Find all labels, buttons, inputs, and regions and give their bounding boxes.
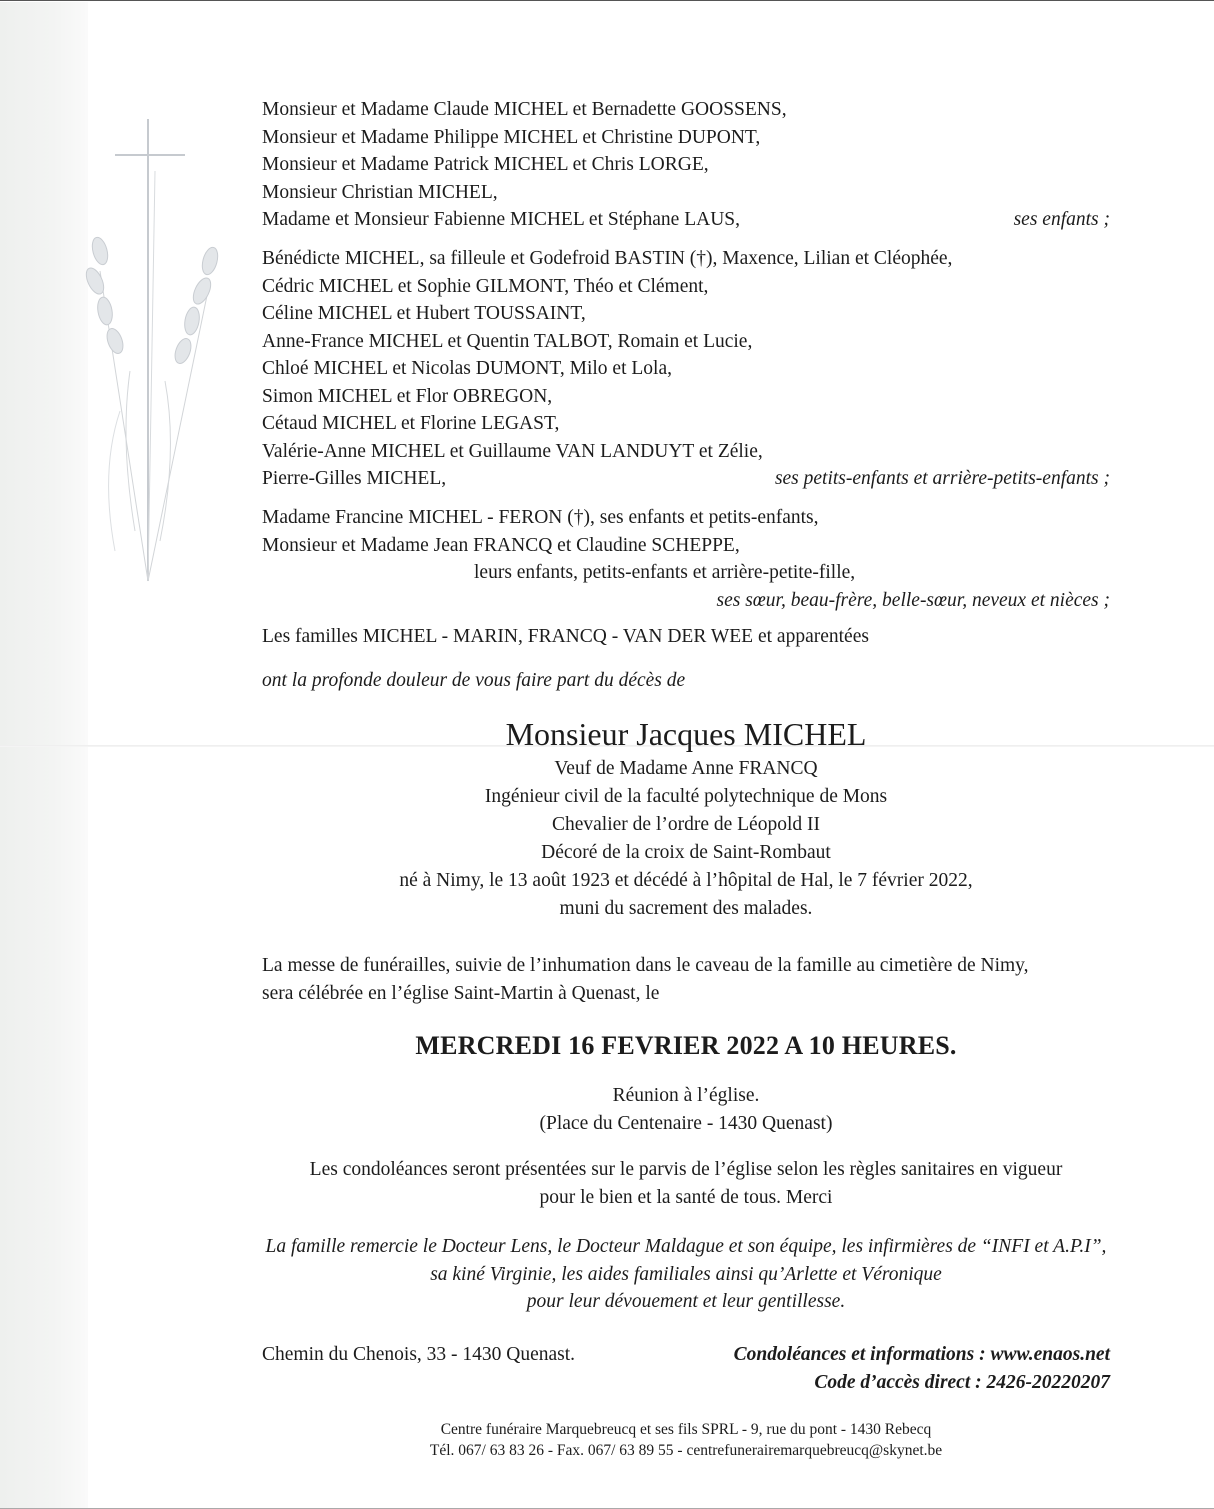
funeral-home-section: [262, 1419, 1110, 1461]
children-line: Monsieur et Madame Claude MICHEL et Bernadette GOOSSENS,: [262, 99, 787, 120]
condolences-line: Les condoléances seront présentées sur le parvis de l’église selon les règles sanitaires en vigueur: [309, 1159, 1063, 1180]
families-line: Les familles MICHEL - MARIN, FRANCQ - VAN DER WEE et apparentées: [262, 626, 869, 647]
children-line: Monsieur et Madame Patrick MICHEL et Chris LORGE,: [262, 154, 709, 175]
meeting-section: [262, 1082, 1110, 1137]
deceased-name: Monsieur Jacques MICHEL: [505, 716, 867, 752]
footer-section: [262, 1341, 1110, 1396]
grandchildren-relation: ses petits-enfants et arrière-petits-enfants ;: [774, 468, 1110, 489]
thanks-line: sa kiné Virginie, les aides familiales ainsi qu’Arlette et Véronique: [430, 1263, 942, 1285]
grandchildren-line: Valérie-Anne MICHEL et Guillaume VAN LANDUYT et Zélie,: [262, 440, 763, 462]
deceased-detail: Décoré de la croix de Saint-Rombaut: [541, 842, 831, 863]
siblings-relation: ses sœur, beau-frère, belle-sœur, neveux et nièces ;: [716, 589, 1110, 611]
intro-line: ont la profonde douleur de vous faire part du décès de: [262, 670, 686, 691]
grandchildren-line: Bénédicte MICHEL, sa filleule et Godefroid BASTIN (†), Maxence, Lilian et Cléophée,: [262, 248, 953, 269]
deceased-section: [262, 713, 1110, 923]
children-section: [262, 96, 1110, 234]
thanks-line: La famille remercie le Docteur Lens, le Docteur Maldague et son équipe, les infirmières de “INFI et A.P.I”,: [265, 1236, 1107, 1257]
meeting-line: (Place du Centenaire - 1430 Quenast): [539, 1112, 833, 1134]
siblings-line: Monsieur et Madame Jean FRANCQ et Claudine SCHEPPE,: [262, 534, 740, 556]
children-line: Madame et Monsieur Fabienne MICHEL et Stéphane LAUS,: [262, 209, 741, 230]
thanks-line: pour leur dévouement et leur gentillesse.: [526, 1291, 846, 1312]
thanks-section: [262, 1233, 1110, 1316]
grandchildren-line: Cétaud MICHEL et Florine LEGAST,: [262, 413, 560, 434]
funeral-home-line: Tél. 067/ 63 83 26 - Fax. 067/ 63 89 55 - centrefunerairemarquebreucq@skynet.be: [429, 1442, 943, 1459]
deceased-detail: Chevalier de l’ordre de Léopold II: [551, 814, 820, 835]
cross-wheat-icon: [60, 111, 230, 631]
mass-line: La messe de funérailles, suivie de l’inhumation dans le caveau de la famille au cimetière de Nimy,: [262, 955, 1029, 976]
grandchildren-line: Cédric MICHEL et Sophie GILMONT, Théo et Clément,: [262, 275, 709, 297]
grandchildren-line: Chloé MICHEL et Nicolas DUMONT, Milo et Lola,: [262, 358, 672, 379]
siblings-line: leurs enfants, petits-enfants et arrière-petite-fille,: [474, 562, 856, 583]
children-line: Monsieur et Madame Philippe MICHEL et Christine DUPONT,: [262, 126, 761, 148]
mass-section: [262, 952, 1110, 1007]
access-code: Code d’accès direct : 2426-20220207: [814, 1371, 1110, 1393]
children-relation: ses enfants ;: [1013, 209, 1110, 230]
online-condolences: Condoléances et informations : www.enaos.net: [733, 1344, 1110, 1365]
grandchildren-section: [262, 245, 1110, 493]
condolences-line: pour le bien et la santé de tous. Merci: [539, 1186, 833, 1208]
deceased-detail: muni du sacrement des malades.: [559, 898, 813, 919]
funeral-home-line: Centre funéraire Marquebreucq et ses fils SPRL - 9, rue du pont - 1430 Rebecq: [440, 1421, 932, 1438]
deceased-detail: Veuf de Madame Anne FRANCQ: [554, 758, 818, 779]
family-address: Chemin du Chenois, 33 - 1430 Quenast.: [262, 1344, 576, 1365]
grandchildren-line: Céline MICHEL et Hubert TOUSSAINT,: [262, 303, 586, 324]
grandchildren-line: Anne-France MICHEL et Quentin TALBOT, Romain et Lucie,: [262, 330, 753, 352]
siblings-section: [262, 504, 1110, 614]
meeting-line: Réunion à l’église.: [612, 1085, 760, 1106]
grandchildren-line: Simon MICHEL et Flor OBREGON,: [262, 385, 553, 407]
mass-line: sera célébrée en l’église Saint-Martin à Quenast, le: [262, 982, 660, 1004]
siblings-line: Madame Francine MICHEL - FERON (†), ses enfants et petits-enfants,: [262, 507, 819, 528]
deceased-detail: Ingénieur civil de la faculté polytechnique de Mons: [484, 786, 888, 807]
condolences-section: [262, 1156, 1110, 1211]
children-line: Monsieur Christian MICHEL,: [262, 181, 498, 203]
deceased-detail: né à Nimy, le 13 août 1923 et décédé à l’hôpital de Hal, le 7 février 2022,: [399, 870, 973, 891]
grandchildren-line: Pierre-Gilles MICHEL,: [262, 468, 447, 489]
ceremony-date: MERCREDI 16 FEVRIER 2022 A 10 HEURES.: [415, 1031, 957, 1060]
